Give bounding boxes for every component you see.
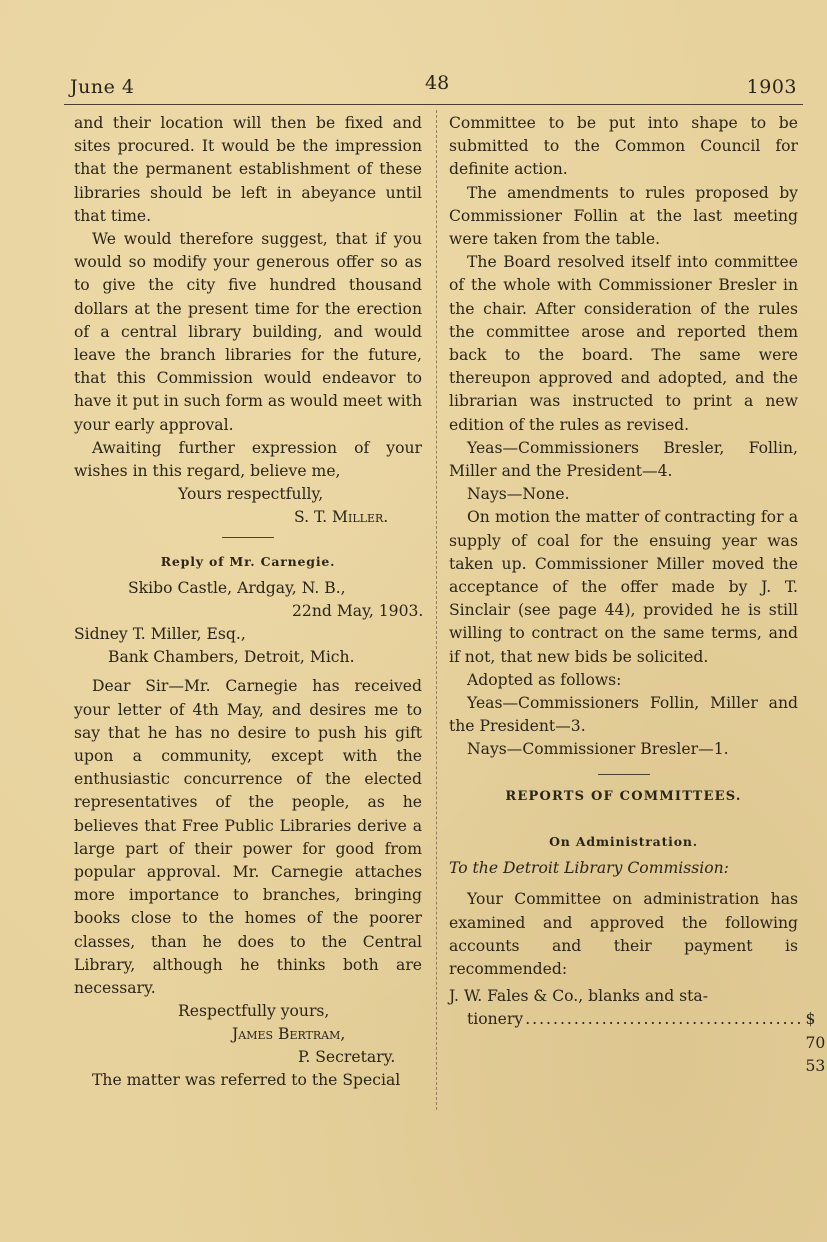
left-column — [74, 112, 422, 1093]
letter-date: 22nd May, 1903. — [292, 602, 424, 621]
section-rule — [598, 774, 650, 775]
header-year: 1903 — [746, 76, 797, 98]
section-heading: Reply of Mr. Carnegie. — [160, 554, 336, 570]
paragraph: and their location will then be fixed and sites procured. It would be the impression that the permanent establishment of these libraries should be left in abeyance until that time. — [74, 114, 422, 225]
paragraph: On motion the matter of contracting for a supply of coal for the ensuing year was taken up. Commissioner Miller moved the acceptance of the offer made by J. T. Sinclair (see page 44), provided he is still willing to contract on the same terms, and if not, that new bids be solicited. — [449, 508, 798, 666]
paragraph: The amendments to rules proposed by Commissioner Follin at the last meeting were taken from the table. — [449, 183, 798, 249]
salutation: To the Detroit Library Commission: — [449, 859, 729, 878]
column-divider — [436, 110, 437, 1110]
recipient-address-line — [74, 646, 422, 669]
header-rule — [64, 104, 803, 105]
spacer — [449, 812, 798, 824]
recipient-name: Sidney T. Miller, Esq., — [74, 625, 246, 644]
date-line — [74, 600, 422, 623]
account-amount: $ 70 53 — [805, 1010, 826, 1075]
paragraph: Committee to be put into shape to be submitted to the Common Council for definite action. — [449, 114, 798, 179]
signer-title-line — [74, 1046, 422, 1069]
signer-line — [74, 1023, 422, 1046]
vote-yeas: Yeas—Commissioners Follin, Miller and the President—3. — [449, 694, 798, 736]
paragraph: Awaiting further expression of your wishes in this regard, believe me, — [74, 438, 422, 481]
right-column — [449, 112, 826, 1078]
paragraph: Adopted as follows: — [467, 670, 622, 689]
section-heading: REPORTS OF COMMITTEES. — [505, 788, 742, 804]
dot-leader: ........................................ — [525, 1010, 804, 1029]
closing: Respectfully yours, — [178, 1002, 330, 1021]
recipient-line — [74, 623, 422, 646]
vote-nays: Nays—Commissioner Bresler—1. — [467, 740, 729, 759]
signer-title: P. Secretary. — [298, 1048, 396, 1067]
section-rule — [222, 537, 274, 538]
vote-yeas: Yeas—Commissioners Bresler, Follin, Miller and the President—4. — [449, 438, 798, 481]
recipient-address: Bank Chambers, Detroit, Mich. — [108, 648, 355, 667]
paragraph: We would therefore suggest, that if you would so modify your generous offer so as to give the city five hundred thousand dollars at the present time for the erection of a central library building, and would leave the branch libraries for the future, that this Commission would endeavor to have it put in such form as would meet with your early approval. — [74, 230, 422, 434]
account-item-amount-line — [449, 1008, 826, 1078]
account-item-line: J. W. Fales & Co., blanks and sta- — [449, 987, 708, 1006]
paragraph: Dear Sir—Mr. Carnegie has received your letter of 4th May, and desires me to say that he has no desire to push his gift upon a community, except with the enthusiastic concurrence of the elected representatives of the people, as he believes that Free Public Libraries derive a large part of their power for good from popular approval. Mr. Carnegie attaches more importance to branches, bringing books close to the homes of the poorer classes, than he does to the Central Library, although he thinks both are necessary. — [74, 677, 422, 998]
vote-nays: Nays—None. — [467, 485, 570, 504]
signature: S. T. Miller. — [294, 508, 389, 527]
closing: Yours respectfully, — [178, 485, 324, 504]
account-item: tionery — [467, 1010, 524, 1029]
signature-line — [74, 506, 422, 529]
address: Skibo Castle, Ardgay, N. B., — [128, 579, 346, 598]
paragraph: The matter was referred to the Special — [92, 1071, 401, 1090]
signer: James Bertram, — [232, 1025, 346, 1044]
paragraph: Your Committee on administration has examined and approved the following accounts and their payment is recommended: — [449, 890, 798, 978]
closing-line — [74, 483, 422, 506]
page-number: 48 — [425, 72, 450, 94]
paragraph: The Board resolved itself into committee of the whole with Commissioner Bresler in the chair. After consideration of the rules the committee arose and reported them back to the board. The same were thereupon approved and adopted, and the librarian was instructed to print a new edition of the rules as revised. — [449, 253, 798, 434]
closing-line — [74, 1000, 422, 1023]
address-line — [74, 577, 422, 600]
page-header — [70, 72, 797, 102]
header-date: June 4 — [70, 76, 135, 98]
subsection-heading: On Administration. — [549, 833, 698, 849]
